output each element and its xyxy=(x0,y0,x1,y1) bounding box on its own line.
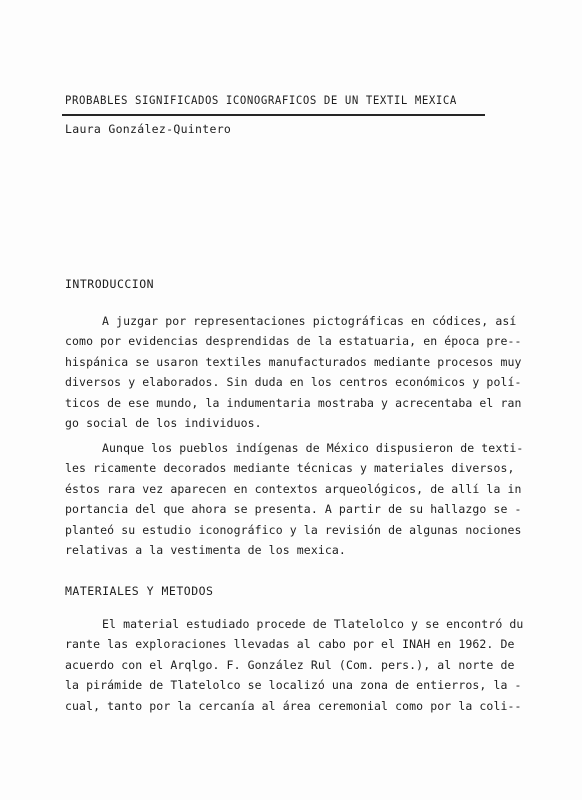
paragraph-line: portancia del que ahora se presenta. A partir de su hallazgo se - xyxy=(65,502,522,517)
author-name: Laura González-Quintero xyxy=(65,122,232,136)
paragraph-line: rante las exploraciones llevadas al cabo por el INAH en 1962. De xyxy=(65,637,515,652)
paragraph-line: Aunque los pueblos indígenas de México dispusieron de texti- xyxy=(102,441,524,455)
paragraph-line: planteó su estudio iconográfico y la revisión de algunas nociones xyxy=(65,522,522,537)
paragraph-materiales-1 xyxy=(65,614,565,716)
paragraph-line: go social de los individuos. xyxy=(65,415,262,430)
paragraph-line: cual, tanto por la cercanía al área ceremonial como por la coli-- xyxy=(65,698,522,713)
paragraph-line: A juzgar por representaciones pictográficas en códices, así xyxy=(102,314,517,328)
paragraph-intro-2 xyxy=(65,438,565,560)
paragraph-line: ticos de ese mundo, la indumentaria mostraba y acrecentaba el ran xyxy=(65,395,522,410)
section-heading-introduccion: INTRODUCCION xyxy=(65,277,155,291)
paragraph-line: la pirámide de Tlatelolco se localizó una zona de entierros, la - xyxy=(65,678,522,693)
paragraph-line: acuerdo con el Arqlgo. F. González Rul (Com. pers.), al norte de xyxy=(65,657,515,672)
section-heading-materiales: MATERIALES Y METODOS xyxy=(65,584,214,598)
paragraph-line: El material estudiado procede de Tlatelolco y se encontró du xyxy=(102,617,524,631)
paragraph-intro-1 xyxy=(65,311,565,433)
document-title: PROBABLES SIGNIFICADOS ICONOGRAFICOS DE UN TEXTIL MEXICA xyxy=(65,93,457,107)
paragraph-line: relativas a la vestimenta de los mexica. xyxy=(65,542,346,557)
paragraph-line: como por evidencias desprendidas de la estatuaria, en época pre-- xyxy=(65,334,522,349)
paragraph-line: hispánica se usaron textiles manufacturados mediante procesos muy xyxy=(65,354,522,369)
title-underline xyxy=(62,114,485,116)
paragraph-line: les ricamente decorados mediante técnicas y materiales diversos, xyxy=(65,461,515,476)
paragraph-line: diversos y elaborados. Sin duda en los centros económicos y polí- xyxy=(65,375,522,390)
paragraph-line: éstos rara vez aparecen en contextos arqueológicos, de allí la in xyxy=(65,481,522,496)
